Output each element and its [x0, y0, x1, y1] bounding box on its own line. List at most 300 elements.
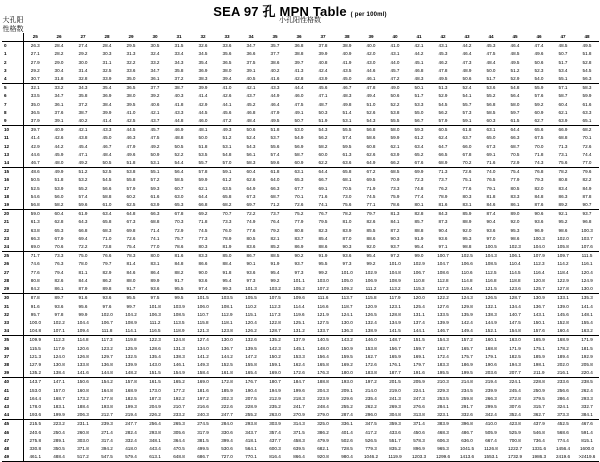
row-header-cell: 44 — [2, 411, 23, 420]
mpn-value-cell: 210.3 — [431, 378, 455, 387]
table-row — [2, 176, 599, 184]
mpn-value-cell: 57.1 — [551, 84, 575, 93]
mpn-value-cell: 122.2 — [431, 294, 455, 303]
mpn-value-cell: 30.5 — [150, 43, 160, 49]
mpn-value-cell: 165.9 — [389, 353, 401, 359]
mpn-value-cell: 289.1 — [53, 437, 65, 443]
mpn-value-cell: 81.3 — [383, 210, 407, 219]
mpn-value-cell: 70.7 — [215, 210, 239, 219]
mpn-value-cell: 125.7 — [533, 286, 545, 292]
mpn-value-cell: 42.5 — [126, 118, 136, 124]
mpn-value-cell: 88.5 — [263, 252, 287, 261]
mpn-value-cell: 51.2 — [510, 67, 520, 73]
mpn-value-cell: 110.2 — [245, 303, 257, 309]
mpn-value-cell: 90.2 — [287, 252, 311, 261]
mpn-value-cell: 114.1 — [125, 328, 137, 334]
mpn-value-cell: 203.6 — [485, 370, 497, 376]
mpn-value-cell: 154.3 — [431, 336, 455, 345]
mpn-value-cell: 62.4 — [438, 135, 448, 141]
mpn-value-cell: 36.6 — [246, 51, 256, 57]
mpn-value-cell: 127.6 — [437, 303, 449, 309]
row-header-cell: 25 — [2, 252, 23, 261]
mpn-value-cell: 33.2 — [150, 59, 160, 65]
mpn-value-cell: 72.2 — [78, 244, 88, 250]
mpn-value-cell: 72.6 — [455, 168, 479, 177]
mpn-value-cell: 56.6 — [102, 185, 112, 191]
mpn-value-cell: 332.4 — [125, 437, 137, 443]
mpn-value-cell: 183.1 — [53, 403, 65, 409]
mpn-value-cell: 71.3 — [431, 168, 455, 177]
mpn-value-cell: 119.6 — [293, 311, 305, 317]
mpn-value-cell: 176.7 — [239, 378, 263, 387]
mpn-value-cell: 32.8 — [78, 76, 88, 82]
mpn-value-cell: 110.8 — [413, 277, 425, 283]
mpn-value-cell: 93.7 — [575, 210, 599, 219]
mpn-value-cell: 69.4 — [78, 235, 88, 241]
mpn-value-cell: 30.3 — [102, 51, 112, 57]
mpn-value-cell: 76.8 — [527, 168, 551, 177]
mpn-value-cell: 161.8 — [221, 370, 233, 376]
mpn-value-cell: 1203.3 — [407, 453, 431, 462]
mpn-value-cell: 159.5 — [341, 353, 353, 359]
column-header-cell: 28 — [95, 33, 119, 42]
mpn-value-cell: 66.0 — [462, 143, 472, 149]
mpn-value-cell: 93.6 — [95, 294, 119, 303]
mpn-table — [2, 33, 599, 462]
table-row — [2, 168, 599, 177]
table-row — [2, 403, 599, 411]
mpn-value-cell: 157.6 — [533, 328, 545, 334]
mpn-value-cell: 39.9 — [318, 51, 328, 57]
mpn-value-cell: 47.5 — [150, 135, 160, 141]
mpn-value-cell: 83.1 — [150, 261, 160, 267]
mpn-value-cell: 63.9 — [558, 118, 568, 124]
mpn-value-cell: 648.8 — [167, 453, 191, 462]
mpn-value-cell: 48.7 — [318, 101, 328, 107]
mpn-value-cell: 210.7 — [173, 403, 185, 409]
mpn-value-cell: 128.6 — [149, 345, 161, 351]
mpn-value-cell: 36.5 — [30, 109, 40, 115]
mpn-value-cell: 219.4 — [125, 412, 137, 418]
mpn-value-cell: 123.2 — [101, 345, 113, 351]
mpn-value-cell: 144.8 — [101, 370, 113, 376]
mpn-value-cell: 44.2 — [414, 51, 424, 57]
table-row — [2, 42, 599, 51]
mpn-value-cell: 49.5 — [582, 43, 592, 49]
mpn-value-cell: 304.8 — [389, 412, 401, 418]
mpn-value-cell: 47.5 — [294, 101, 304, 107]
mpn-value-cell: 50.6 — [390, 93, 400, 99]
row-header-cell: 7 — [2, 101, 23, 109]
mpn-value-cell: 67.3 — [246, 193, 256, 199]
mpn-value-cell: 58.8 — [102, 193, 112, 199]
mpn-value-cell: 98.6 — [558, 227, 568, 233]
mpn-value-cell: 119.8 — [119, 336, 143, 345]
mpn-value-cell: 109.7 — [551, 252, 575, 261]
table-row — [2, 369, 599, 378]
mpn-value-cell: 45.7 — [143, 126, 167, 135]
mpn-value-cell: 69.5 — [366, 177, 376, 183]
mpn-value-cell: 112.8 — [437, 277, 449, 283]
mpn-value-cell: 433.6 — [389, 429, 401, 435]
mpn-value-cell: 135.2 — [263, 336, 287, 345]
mpn-value-cell: 56.8 — [30, 202, 40, 208]
mpn-value-cell: 34.3 — [71, 84, 95, 93]
mpn-value-cell: 58.7 — [294, 151, 304, 157]
mpn-value-cell: 61.8 — [455, 126, 479, 135]
mpn-value-cell: 357.4 — [269, 429, 281, 435]
mpn-value-cell: 525.9 — [509, 429, 521, 435]
mpn-value-cell: 67.3 — [486, 143, 496, 149]
mpn-value-cell: 39.1 — [54, 118, 64, 124]
mpn-value-cell: 89.0 — [503, 210, 527, 219]
mpn-value-cell: 148.7 — [383, 336, 407, 345]
mpn-value-cell: 95.4 — [414, 244, 424, 250]
mpn-value-cell: 49.5 — [438, 76, 448, 82]
mpn-value-cell: 59.9 — [390, 135, 400, 141]
table-row — [2, 50, 599, 58]
mpn-value-cell: 66.5 — [438, 151, 448, 157]
mpn-value-cell: 199.3 — [125, 403, 137, 409]
mpn-value-cell: 169.2 — [341, 361, 353, 367]
mpn-value-cell: 241.7 — [293, 403, 305, 409]
mpn-value-cell: 147.2 — [245, 353, 257, 359]
table-row — [2, 378, 599, 387]
table-row — [2, 109, 599, 117]
mpn-value-cell: 293.8 — [149, 429, 161, 435]
mpn-value-cell: 138.9 — [365, 328, 377, 334]
mpn-value-cell: 71.4 — [150, 227, 160, 233]
table-row — [2, 151, 599, 159]
mpn-value-cell: 68.3 — [102, 227, 112, 233]
mpn-value-cell: 101.8 — [149, 303, 161, 309]
mpn-value-cell: 163.0 — [503, 336, 527, 345]
mpn-value-cell: 41.8 — [174, 101, 184, 107]
mpn-value-cell: 50.0 — [198, 135, 208, 141]
mpn-value-cell: 121.5 — [485, 286, 497, 292]
mpn-value-cell: 33.6 — [222, 43, 232, 49]
mpn-value-cell: 461.1 — [23, 453, 47, 462]
mpn-value-cell: 56.8 — [486, 101, 496, 107]
mpn-value-cell: 56.9 — [294, 143, 304, 149]
mpn-value-cell: 104.8 — [29, 328, 41, 334]
mpn-value-cell: 101.0 — [389, 261, 401, 267]
mpn-value-cell: 171.9 — [575, 336, 599, 345]
mpn-value-cell: 84.4 — [78, 277, 88, 283]
mpn-value-cell: 51.2 — [71, 168, 95, 177]
mpn-value-cell: 106.7 — [101, 319, 113, 325]
mpn-value-cell: 132.5 — [125, 353, 137, 359]
mpn-value-cell: 206.3 — [77, 412, 89, 418]
mpn-value-cell: 124.3 — [455, 294, 479, 303]
mpn-value-cell: 51.9 — [318, 118, 328, 124]
mpn-value-cell: 113.5 — [173, 319, 185, 325]
mpn-value-cell: 109.4 — [77, 328, 89, 334]
mpn-value-cell: 87.3 — [438, 219, 448, 225]
mpn-value-cell: 342.4 — [485, 412, 497, 418]
table-row — [2, 361, 599, 369]
mpn-value-cell: 53.2 — [78, 177, 88, 183]
mpn-value-cell: 37.5 — [246, 59, 256, 65]
table-row — [2, 201, 599, 210]
mpn-value-cell: 87.0 — [342, 235, 352, 241]
mpn-value-cell: 108.6 — [437, 269, 449, 275]
mpn-value-cell: 52.2 — [174, 151, 184, 157]
mpn-value-cell: 99.2 — [366, 261, 376, 267]
mpn-value-cell: 39.5 — [126, 101, 136, 107]
mpn-value-cell: 578.3 — [413, 437, 425, 443]
mpn-value-cell: 240.3 — [197, 412, 209, 418]
row-header-cell: 24 — [2, 243, 23, 252]
mpn-value-cell: 155.4 — [581, 319, 593, 325]
table-row — [2, 193, 599, 201]
column-header-cell: 45 — [503, 33, 527, 42]
mpn-value-cell: 260.8 — [77, 429, 89, 435]
mpn-value-cell: 600.3 — [269, 445, 281, 451]
table-row — [2, 252, 599, 261]
column-header-cell: 26 — [47, 33, 71, 42]
mpn-value-cell: 38.0 — [126, 93, 136, 99]
mpn-value-cell: 143.2 — [335, 336, 359, 345]
mpn-value-cell: 188.8 — [311, 378, 335, 387]
mpn-value-cell: 108.9 — [389, 277, 401, 283]
mpn-value-cell: 93.6 — [438, 235, 448, 241]
mpn-value-cell: 816.4 — [263, 453, 287, 462]
mpn-value-cell: 58.7 — [558, 93, 568, 99]
mpn-value-cell: 46.0 — [198, 118, 208, 124]
mpn-value-cell: 34.7 — [150, 67, 160, 73]
mpn-value-cell: 71.2 — [270, 202, 280, 208]
mpn-value-cell: 100.3 — [581, 227, 593, 233]
mpn-value-cell: 42.6 — [54, 135, 64, 141]
column-header-row — [2, 33, 599, 42]
table-row — [2, 235, 599, 243]
mpn-value-cell: 40.2 — [270, 67, 280, 73]
row-header-cell: 34 — [2, 327, 23, 336]
table-row — [2, 84, 599, 93]
mpn-value-cell: 1222.7 — [507, 445, 523, 451]
mpn-value-cell: 66.3 — [30, 235, 40, 241]
mpn-value-cell: 383.9 — [431, 420, 455, 429]
mpn-value-cell: 67.7 — [294, 185, 304, 191]
mpn-value-cell: 45.6 — [222, 109, 232, 115]
mpn-value-cell: 64.4 — [198, 193, 208, 199]
mpn-value-cell: 159.7 — [413, 345, 425, 351]
mpn-value-cell: 165.2 — [167, 378, 191, 387]
mpn-value-cell: 119.4 — [461, 286, 473, 292]
mpn-value-cell: 172.4 — [437, 353, 449, 359]
mpn-value-cell: 188.4 — [77, 403, 89, 409]
mpn-value-cell: 120.6 — [77, 345, 89, 351]
mpn-value-cell: 43.3 — [174, 109, 184, 115]
mpn-value-cell: 52.8 — [582, 59, 592, 65]
mpn-value-cell: 177.8 — [101, 395, 113, 401]
mpn-value-cell: 48.3 — [342, 93, 352, 99]
mpn-value-cell: 150.9 — [341, 345, 353, 351]
mpn-value-cell: 59.1 — [215, 168, 239, 177]
table-row — [2, 327, 599, 336]
mpn-value-cell: 101.3 — [245, 286, 257, 292]
mpn-value-cell: 165.7 — [461, 345, 473, 351]
mpn-value-cell: 53.1 — [150, 160, 160, 166]
mpn-value-cell: 162.4 — [293, 361, 305, 367]
mpn-value-cell: 98.6 — [510, 235, 520, 241]
mpn-value-cell: 73.7 — [438, 177, 448, 183]
row-header-cell: 16 — [2, 176, 23, 184]
mpn-value-cell: 139.9 — [437, 319, 449, 325]
mpn-value-cell: 41.4 — [30, 135, 40, 141]
row-header-cell: 13 — [2, 151, 23, 159]
mpn-value-cell: 127.8 — [557, 286, 569, 292]
mpn-value-cell: 39.9 — [102, 109, 112, 115]
mpn-value-cell: 332.7 — [581, 403, 593, 409]
mpn-value-cell: 64.9 — [246, 185, 256, 191]
mpn-value-cell: 115.8 — [197, 319, 209, 325]
mpn-value-cell: 114.8 — [71, 336, 95, 345]
mpn-value-cell: 86.6 — [198, 261, 208, 267]
mpn-value-cell: 120.4 — [581, 269, 593, 275]
mpn-value-cell: 54.1 — [462, 93, 472, 99]
mpn-value-cell: 271.4 — [101, 429, 113, 435]
mpn-value-cell: 144.2 — [221, 353, 233, 359]
mpn-value-cell: 67.8 — [167, 210, 191, 219]
mpn-value-cell: 112.5 — [485, 269, 497, 275]
column-header-cell: 39 — [359, 33, 383, 42]
table-row — [2, 353, 599, 361]
mpn-value-cell: 332.6 — [461, 412, 473, 418]
row-header-cell: 41 — [2, 387, 23, 395]
mpn-value-cell: 53.5 — [198, 151, 208, 157]
mpn-value-cell: 212.9 — [269, 395, 281, 401]
mpn-value-cell: 92.0 — [366, 244, 376, 250]
mpn-value-cell: 50.6 — [239, 126, 263, 135]
mpn-value-cell: 502.6 — [341, 437, 353, 443]
mpn-value-cell: 1119.9 — [383, 453, 407, 462]
mpn-value-cell: 65.8 — [222, 193, 232, 199]
table-row — [2, 303, 599, 311]
mpn-value-cell: 347.5 — [359, 420, 383, 429]
mpn-value-cell: 181.5 — [581, 345, 593, 351]
mpn-value-cell: 279.5 — [533, 395, 545, 401]
mpn-value-cell: 122.9 — [557, 277, 569, 283]
mpn-value-cell: 70.2 — [462, 160, 472, 166]
mpn-value-cell: 1986.3 — [527, 453, 551, 462]
mpn-value-cell: 63.5 — [222, 185, 232, 191]
mpn-value-cell: 130.8 — [53, 361, 65, 367]
mpn-value-cell: 35.4 — [95, 84, 119, 93]
row-header-cell: 28 — [2, 277, 23, 285]
mpn-value-cell: 69.0 — [30, 244, 40, 250]
mpn-value-cell: 131.2 — [293, 328, 305, 334]
mpn-value-cell: 69.1 — [318, 185, 328, 191]
mpn-value-cell: 57.9 — [438, 118, 448, 124]
mpn-value-cell: 505.9 — [485, 429, 497, 435]
mpn-value-cell: 45.3 — [438, 51, 448, 57]
mpn-value-cell: 35.7 — [270, 43, 280, 49]
mpn-value-cell: 43.5 — [342, 67, 352, 73]
mpn-value-cell: 770.1 — [239, 453, 263, 462]
mpn-value-cell: 57.4 — [342, 135, 352, 141]
mpn-value-cell: 102.3 — [509, 244, 521, 250]
mpn-value-cell: 36.9 — [102, 93, 112, 99]
mpn-value-cell: 61.3 — [30, 219, 40, 225]
mpn-value-cell: 58.5 — [174, 177, 184, 183]
mpn-value-cell: 66.8 — [198, 202, 208, 208]
mpn-value-cell: 198.1 — [533, 361, 545, 367]
row-header-cell: 3 — [2, 67, 23, 75]
mpn-value-cell: 55.9 — [527, 84, 551, 93]
mpn-value-cell: 60.8 — [366, 143, 376, 149]
mpn-value-cell: 209.1 — [341, 387, 353, 393]
mpn-value-cell: 686.7 — [191, 453, 215, 462]
mpn-value-cell: 104.0 — [533, 244, 545, 250]
column-header-cell: 27 — [71, 33, 95, 42]
mpn-value-cell: 151.5 — [407, 336, 431, 345]
table-row — [2, 227, 599, 235]
mpn-value-cell: 896.9 — [413, 445, 425, 451]
mpn-value-cell: 192.2 — [173, 395, 185, 401]
mpn-value-cell: 31.5 — [174, 43, 184, 49]
row-header-cell: 38 — [2, 361, 23, 369]
mpn-value-cell: 106.0 — [197, 303, 209, 309]
mpn-value-cell: 207.5 — [245, 395, 257, 401]
mpn-value-cell: 51.7 — [414, 93, 424, 99]
table-row — [2, 117, 599, 126]
mpn-value-cell: 123.6 — [509, 286, 521, 292]
mpn-value-cell: 269.3 — [389, 403, 401, 409]
mpn-value-cell: 31.4 — [78, 67, 88, 73]
mpn-value-cell: 39.7 — [294, 59, 304, 65]
mpn-value-cell: 186.9 — [461, 361, 473, 367]
mpn-value-cell: 371.5 — [293, 429, 305, 435]
mpn-value-cell: 68.2 — [222, 202, 232, 208]
row-header-cell: 31 — [2, 303, 23, 311]
mpn-value-cell: 52.5 — [95, 168, 119, 177]
mpn-value-cell: 187.3 — [149, 395, 161, 401]
mpn-value-cell: 71.9 — [366, 185, 376, 191]
mpn-value-cell: 38.7 — [78, 109, 88, 115]
mpn-value-cell: 215.5 — [23, 420, 47, 429]
mpn-value-cell: 86.3 — [558, 193, 568, 199]
mpn-value-cell: 74.1 — [150, 235, 160, 241]
mpn-value-cell: 146.0 — [359, 336, 383, 345]
mpn-value-cell: 126.5 — [479, 294, 503, 303]
mpn-value-cell: 639.5 — [293, 445, 305, 451]
mpn-value-cell: 313.8 — [413, 412, 425, 418]
row-header-cell: 22 — [2, 227, 23, 235]
mpn-value-cell: 90.6 — [527, 210, 551, 219]
mpn-value-cell: 636.0 — [461, 437, 473, 443]
mpn-value-cell: 107.1 — [53, 328, 65, 334]
mpn-value-cell: 49.6 — [126, 151, 136, 157]
mpn-value-cell: 74.4 — [582, 151, 592, 157]
mpn-value-cell: 42.1 — [150, 109, 160, 115]
mpn-value-cell: 180.0 — [341, 370, 353, 376]
mpn-value-cell: 99.3 — [222, 286, 232, 292]
mpn-value-cell: 68.8 — [150, 219, 160, 225]
row-header-cell: 43 — [2, 403, 23, 411]
mpn-value-cell: 32.1 — [23, 84, 47, 93]
mpn-value-cell: 26.3 — [30, 43, 40, 49]
mpn-value-cell: 99.9 — [78, 311, 88, 317]
mpn-value-cell: 79.7 — [102, 261, 112, 267]
mpn-value-cell: 91.9 — [414, 235, 424, 241]
mpn-value-cell: 126.5 — [365, 311, 377, 317]
mpn-value-cell: 317.9 — [197, 429, 209, 435]
row-header-cell: 39 — [2, 369, 23, 378]
mpn-value-cell: 83.3 — [191, 252, 215, 261]
table-row — [2, 395, 599, 403]
